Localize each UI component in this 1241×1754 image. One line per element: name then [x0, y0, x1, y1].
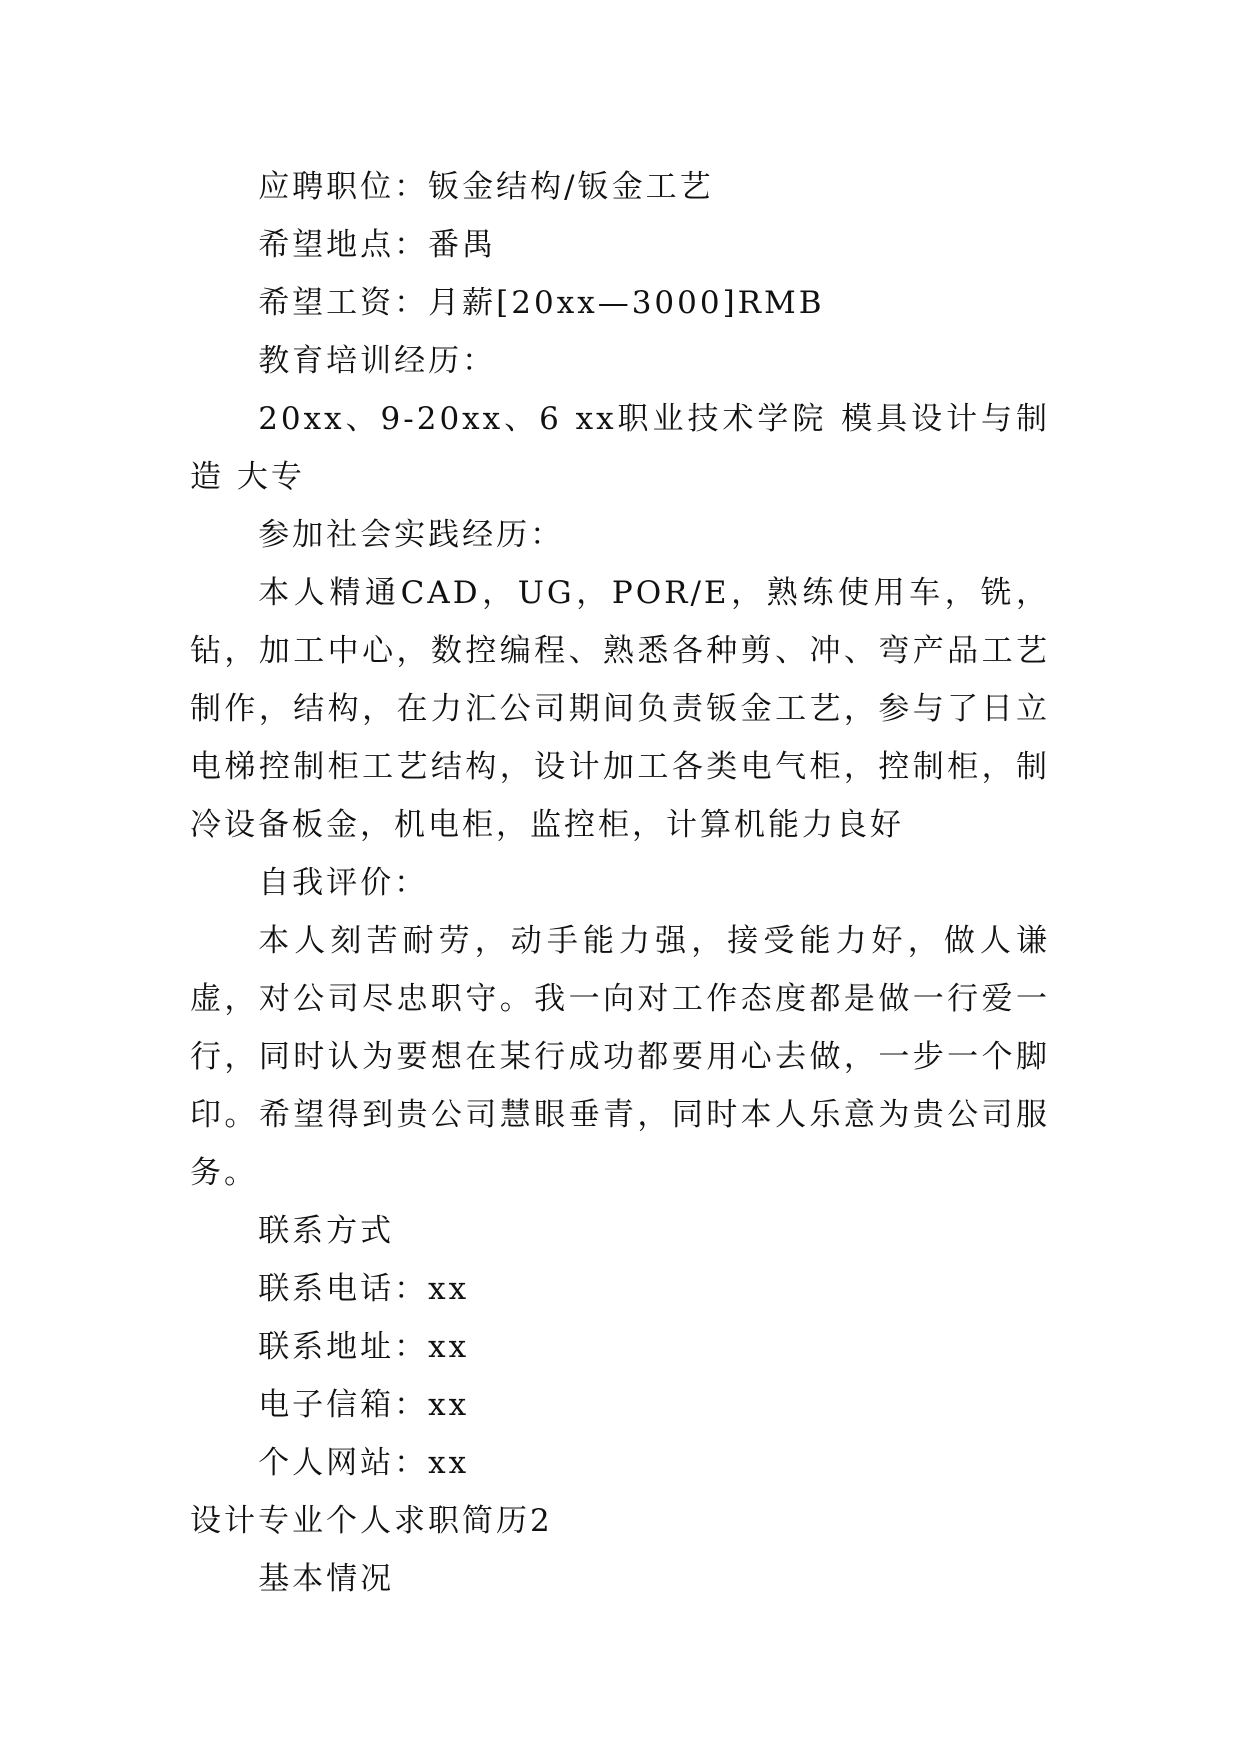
self-evaluation-heading: 自我评价： [258, 865, 429, 901]
contact-phone: 联系电话：xx [258, 1271, 470, 1307]
contact-heading: 联系方式 [258, 1213, 395, 1249]
practice-paragraph: 本人精通CAD，UG，POR/E，熟练使用车，铣，钻，加工中心，数控编程、熟悉各种剪、冲、弯产品工艺制作，结构，在力汇公司期间负责钣金工艺，参与了日立电梯控制柜工艺结构，设计加工各类电气柜，控制柜，制冷设备板金，机电柜，监控柜，计算机能力良好 [190, 575, 1050, 843]
contact-address: 联系地址：xx [258, 1329, 470, 1365]
education-entry: 20xx、9-20xx、6 xx职业技术学院 模具设计与制造 大专 [190, 401, 1050, 495]
practice-heading: 参加社会实践经历： [258, 517, 565, 553]
desired-salary: 希望工资：月薪[20xx—3000]RMB [258, 285, 825, 321]
applied-position: 应聘职位：钣金结构/钣金工艺 [258, 169, 714, 205]
personal-website: 个人网站：xx [258, 1445, 470, 1481]
basic-info-heading: 基本情况 [258, 1561, 395, 1597]
document-body [190, 158, 1050, 1608]
desired-location: 希望地点：番禺 [258, 227, 497, 263]
self-evaluation-paragraph: 本人刻苦耐劳，动手能力强，接受能力好，做人谦虚，对公司尽忠职守。我一向对工作态度都是做一行爱一行，同时认为要想在某行成功都要用心去做，一步一个脚印。希望得到贵公司慧眼垂青，同时本人乐意为贵公司服务。 [190, 923, 1050, 1191]
section-title: 设计专业个人求职简历2 [190, 1503, 553, 1539]
contact-email: 电子信箱：xx [258, 1387, 470, 1423]
education-heading: 教育培训经历： [258, 343, 497, 379]
